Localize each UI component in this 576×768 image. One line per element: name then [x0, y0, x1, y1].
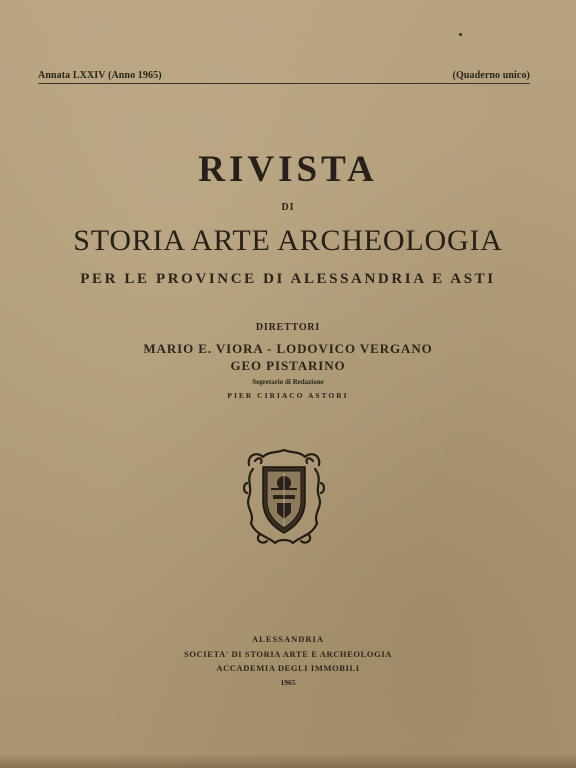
paper-speck — [459, 33, 462, 36]
publication-year: 1965 — [280, 678, 296, 687]
header-row — [38, 70, 530, 82]
secretary-name: PIER CIRIACO ASTORI — [227, 391, 349, 400]
coat-of-arms-icon — [243, 447, 325, 547]
secretary-label: Segretario di Redazione — [252, 378, 324, 386]
issue-label: (Quaderno unico) — [452, 70, 530, 81]
publisher-city: ALESSANDRIA — [252, 634, 324, 644]
editors-heading: DIRETTORI — [255, 322, 321, 333]
title-subtitle: PER LE PROVINCE DI ALESSANDRIA E ASTI — [80, 271, 496, 287]
title-connector: DI — [281, 202, 295, 213]
editors-line-1: MARIO E. VIORA - LODOVICO VERGANO — [143, 341, 433, 356]
volume-label: Annata LXXIV (Anno 1965) — [38, 70, 162, 81]
title-main: STORIA ARTE ARCHEOLOGIA — [73, 224, 503, 257]
publisher-society: SOCIETA' DI STORIA ARTE E ARCHEOLOGIA — [184, 649, 392, 659]
title-rivista: RIVISTA — [198, 149, 378, 190]
header-rule — [38, 83, 530, 84]
publisher-academy: ACCADEMIA DEGLI IMMOBILI — [216, 663, 360, 673]
editors-line-2: GEO PISTARINO — [230, 358, 346, 373]
